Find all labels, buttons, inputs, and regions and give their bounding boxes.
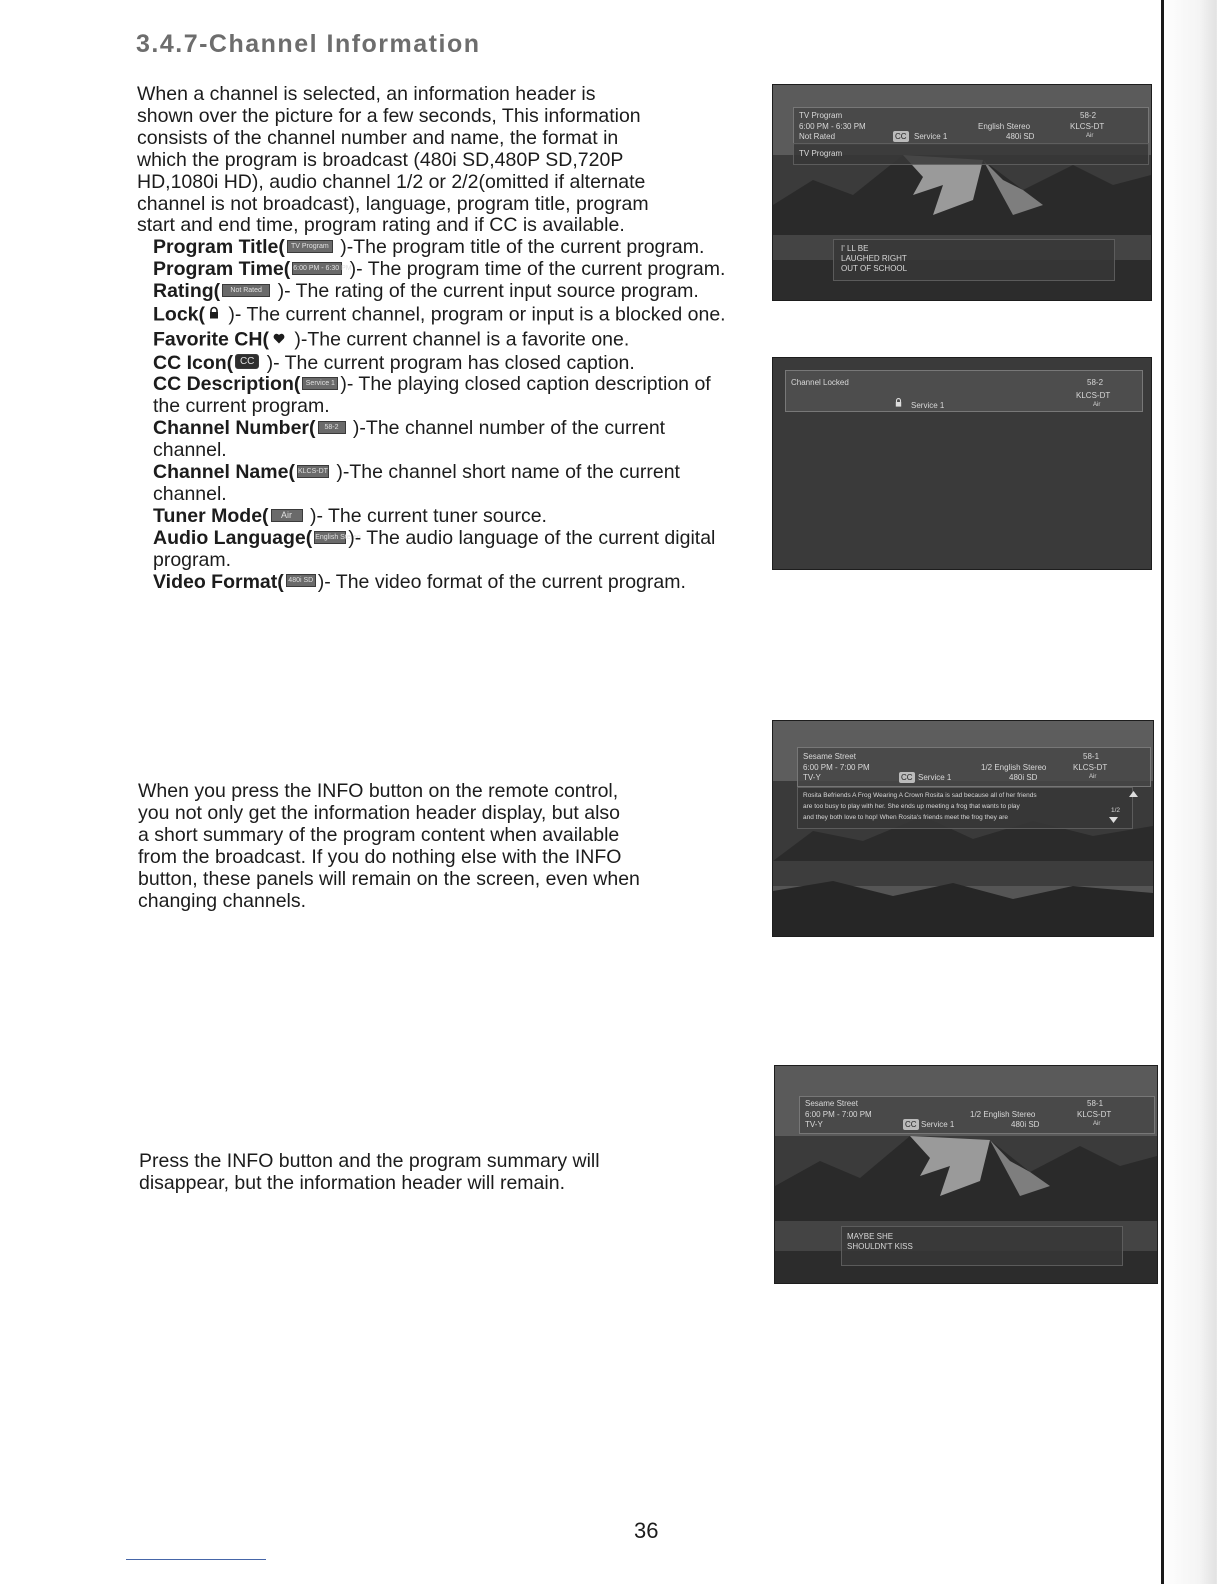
item-description: )-The channel short name of the current: [330, 461, 680, 484]
osd-program-title: Sesame Street: [805, 1099, 858, 1108]
osd-channel-number: 58-2: [1087, 378, 1104, 387]
osd-channel-name: KLCS-DT: [1076, 391, 1111, 400]
osd-program-title: TV Program: [799, 111, 843, 120]
item-label: Favorite CH(: [153, 328, 269, 351]
intro-line: channel is not broadcast), language, program title, program: [137, 192, 649, 215]
item-description-continued: program.: [153, 548, 232, 571]
paragraph-line: disappear, but the information header will remain.: [139, 1171, 565, 1194]
cc-icon: CC: [235, 354, 259, 369]
item-lock: [153, 303, 793, 328]
paragraph-line: a short summary of the program content when available: [138, 823, 620, 846]
tv-screen-header-only: [774, 1065, 1158, 1284]
osd-audio: 1/2 English Stereo: [970, 1110, 1036, 1119]
intro-line: consists of the channel number and name, the format in: [137, 126, 619, 149]
item-label: Program Time(: [153, 257, 291, 280]
osd-program-time: 6:00 PM - 6:30 PM: [799, 122, 866, 131]
osd-channel-number: 58-1: [1087, 1099, 1104, 1108]
program-time-chip: 6:00 PM - 6:30 PM: [292, 262, 342, 275]
lock-icon: [209, 303, 219, 325]
intro-line: which the program is broadcast (480i SD,480P SD,720P: [137, 148, 624, 171]
paragraph-line: from the broadcast. If you do nothing else with the INFO: [138, 845, 622, 868]
paragraph-line: Press the INFO button and the program summary will: [139, 1150, 600, 1172]
item-description: )-The channel number of the current: [347, 417, 666, 440]
info-button-paragraph: [138, 781, 698, 912]
osd-rating: Not Rated: [799, 132, 836, 141]
osd-program-title: Sesame Street: [803, 752, 856, 761]
item-description: )- The rating of the current input source program.: [272, 279, 699, 302]
caption-line: I' LL BE: [841, 244, 869, 253]
summary-line: and they both love to hop! When Rosita's friends meet the frog they are: [803, 814, 1009, 821]
paragraph-line: you not only get the information header display, but also: [138, 801, 621, 824]
osd-service: Service 1: [921, 1120, 955, 1129]
page-edge-shadow: [1162, 0, 1224, 1584]
item-label: CC Description(: [153, 373, 301, 396]
item-audio-language: [153, 528, 793, 572]
item-label: CC Icon(: [153, 351, 234, 374]
intro-line: shown over the picture for a few seconds, This information: [137, 104, 641, 127]
osd-channel-name: KLCS-DT: [1073, 763, 1108, 772]
osd-format: 480i SD: [1009, 773, 1038, 782]
page-number: 36: [634, 1518, 659, 1543]
osd-program-time: 6:00 PM - 7:00 PM: [805, 1110, 872, 1119]
item-description: )- The program time of the current program.: [344, 257, 726, 280]
tuner-mode-chip: Air: [271, 509, 303, 522]
osd-channel-number: 58-2: [1080, 111, 1097, 120]
osd-audio: English Stereo: [978, 122, 1031, 131]
paragraph-line: changing channels.: [138, 889, 307, 912]
item-description: )- The current tuner source.: [304, 504, 547, 527]
item-description: )- The audio language of the current digital: [348, 526, 716, 549]
item-label: Channel Number(: [153, 417, 316, 440]
channel-number-chip: 58-2: [318, 421, 346, 434]
intro-line: HD,1080i HD), audio channel 1/2 or 2/2(omitted if alternate: [137, 170, 646, 193]
osd-tuner: Air: [1093, 1121, 1101, 1127]
item-description: )- The video format of the current program.: [317, 570, 686, 593]
item-program-title: [153, 237, 793, 259]
osd-tuner: Air: [1086, 133, 1094, 139]
item-rating: [153, 281, 793, 303]
item-label: Program Title(: [153, 236, 285, 258]
intro-paragraph: [137, 84, 757, 237]
osd-program-title-2: TV Program: [799, 149, 843, 158]
osd-cc-icon: CC: [901, 773, 913, 782]
item-tuner-mode: [153, 506, 793, 528]
osd-lock-status: Channel Locked: [791, 378, 849, 387]
item-channel-number: [153, 418, 793, 462]
osd-service: Service 1: [914, 132, 948, 141]
osd-audio: 1/2 English Stereo: [981, 763, 1047, 772]
tv-screen-program-summary: [772, 720, 1154, 937]
section-heading: 3.4.7-Channel Information: [136, 30, 481, 58]
intro-line: When a channel is selected, an information header is: [137, 83, 596, 105]
item-description-continued: channel.: [153, 439, 227, 462]
info-button-second-press-paragraph: [139, 1151, 699, 1195]
item-label: Lock(: [153, 303, 206, 326]
paragraph-line: button, these panels will remain on the screen, even when: [138, 867, 640, 890]
heart-icon: [273, 328, 285, 350]
video-format-chip: 480i SD: [286, 574, 316, 587]
item-favorite-ch: [153, 328, 793, 353]
osd-program-time: 6:00 PM - 7:00 PM: [803, 763, 870, 772]
osd-channel-number: 58-1: [1083, 752, 1100, 761]
item-video-format: [153, 572, 793, 594]
caption-line: OUT OF SCHOOL: [841, 264, 908, 273]
item-description: )- The current program has closed caption.: [261, 351, 635, 374]
caption-line: MAYBE SHE: [847, 1232, 894, 1241]
osd-tuner: Air: [1093, 402, 1101, 408]
item-channel-name: [153, 462, 793, 506]
osd-rating: TV-Y: [805, 1120, 823, 1129]
item-label: Channel Name(: [153, 461, 295, 484]
footer-rule: [126, 1559, 266, 1560]
item-label: Tuner Mode(: [153, 504, 269, 527]
summary-page-indicator: 1/2: [1111, 807, 1121, 814]
cc-description-chip: Service 1: [302, 377, 338, 390]
osd-format: 480i SD: [1006, 132, 1035, 141]
caption-line: SHOULDN'T KISS: [847, 1242, 913, 1251]
item-description: )- The playing closed caption description of: [340, 373, 711, 396]
audio-language-chip: English Stereo: [314, 531, 346, 544]
summary-line: Rosita Befriends A Frog Wearing A Crown Rosita is sad because all of her friends: [803, 792, 1037, 799]
item-description: )- The current channel, program or input is a blocked one.: [223, 303, 726, 326]
osd-cc-icon: CC: [895, 132, 907, 141]
paragraph-line: When you press the INFO button on the remote control,: [138, 780, 619, 802]
item-label: Audio Language(: [153, 526, 313, 549]
tv-screen-channel-locked: [772, 357, 1152, 570]
channel-name-chip: KLCS-DT: [297, 465, 329, 478]
item-program-time: [153, 259, 793, 281]
osd-format: 480i SD: [1011, 1120, 1040, 1129]
item-cc-icon: [153, 353, 793, 375]
intro-line: start and end time, program rating and if CC is available.: [137, 214, 625, 237]
program-title-chip: TV Program: [287, 240, 333, 253]
item-label: Rating(: [153, 279, 221, 302]
item-label: Video Format(: [153, 570, 284, 593]
item-cc-description: [153, 374, 793, 418]
caption-line: LAUGHED RIGHT: [841, 254, 907, 263]
osd-service: Service 1: [911, 401, 945, 410]
osd-element-list: [153, 237, 793, 594]
item-description-continued: the current program.: [153, 395, 330, 418]
osd-tuner: Air: [1089, 774, 1097, 780]
tv-screen-info-header: [772, 84, 1152, 301]
osd-cc-icon: CC: [905, 1120, 917, 1129]
rating-chip: Not Rated: [222, 284, 270, 297]
info-title-bar: [793, 143, 1149, 165]
item-description-continued: channel.: [153, 482, 227, 505]
summary-line: are too busy to play with her. She ends up meeting a frog that wants to play: [803, 803, 1020, 810]
osd-rating: TV-Y: [803, 773, 821, 782]
item-description: )-The program title of the current program.: [334, 236, 705, 258]
osd-service: Service 1: [918, 773, 952, 782]
item-description: )-The current channel is a favorite one.: [288, 328, 630, 351]
osd-channel-name: KLCS-DT: [1077, 1110, 1112, 1119]
osd-channel-name: KLCS-DT: [1070, 122, 1105, 131]
